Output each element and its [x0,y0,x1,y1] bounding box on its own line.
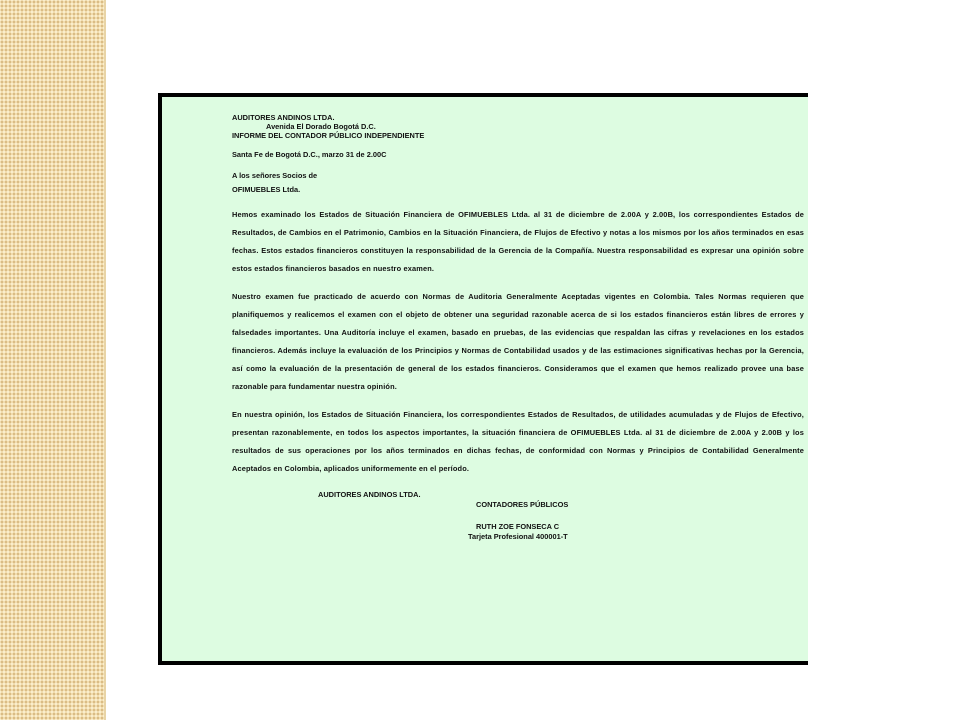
decorative-side-strip [0,0,106,720]
signer-professional-card: Tarjeta Profesional 400001-T [468,532,568,541]
report-content [232,113,804,542]
signature-role: CONTADORES PÚBLICOS [476,500,569,509]
salutation-line-1: A los señores Socios de [232,171,318,180]
paragraph-opinion: En nuestra opinión, los Estados de Situación Financiera, los correspondientes Estados de Resultados, de utilidades acumuladas y de Flujos de Efectivo, presentan razonablemente, en todos los aspectos importantes, la situación financiera de OFIMUEBLES Ltda. al 31 de diciembre de 2.00A y 2.00B y los resultados de sus operaciones por los años terminados en dichas fechas, de conformidad con Normas y Principios de Contabilidad Generalmente Aceptados en Colombia, aplicados uniformemente en el período. [232,410,804,473]
report-title: INFORME DEL CONTADOR PÚBLICO INDEPENDIENTE [232,131,425,140]
audit-report-document [158,93,808,665]
auditor-address: Avenida El Dorado Bogotá D.C. [266,122,376,131]
paragraph-scope: Hemos examinado los Estados de Situación Financiera de OFIMUEBLES Ltda. al 31 de diciembre de 2.00A y 2.00B, los correspondientes Estados de Resultados, de Cambios en el Patrimonio, Cambios en la Situación Financiera, de Flujos de Efectivo y notas a los mismos por los años terminados en esas fechas. Estos estados financieros constituyen la responsabilidad de la Gerencia de la Compañía. Nuestra responsabilidad es expresar una opinión sobre estos estados financieros basados en nuestro examen. [232,210,804,273]
signature-company: AUDITORES ANDINOS LTDA. [318,490,421,499]
auditor-company-name: AUDITORES ANDINOS LTDA. [232,113,335,122]
salutation-line-2: OFIMUEBLES Ltda. [232,185,301,194]
signer-name: RUTH ZOE FONSECA C [476,522,560,531]
report-date: Santa Fe de Bogotá D.C., marzo 31 de 2.00C [232,150,387,159]
paragraph-basis: Nuestro examen fue practicado de acuerdo con Normas de Auditoria Generalmente Aceptadas vigentes en Colombia. Tales Normas requieren que planifiquemos y realicemos el examen con el objeto de obtener una seguridad razonable acerca de si los estados financieros están libres de errores y falsedades importantes. Una Auditoría incluye el examen, basado en pruebas, de las evidencias que respaldan las cifras y revelaciones en los estados financieros. Además incluye la evaluación de los Principios y Normas de Contabilidad usados y de las estimaciones significativas hechas por la Gerencia, así como la evaluación de la presentación de general de los estados financieros. Consideramos que el examen que hemos realizado provee una base razonable para fundamentar nuestra opinión. [232,292,804,391]
